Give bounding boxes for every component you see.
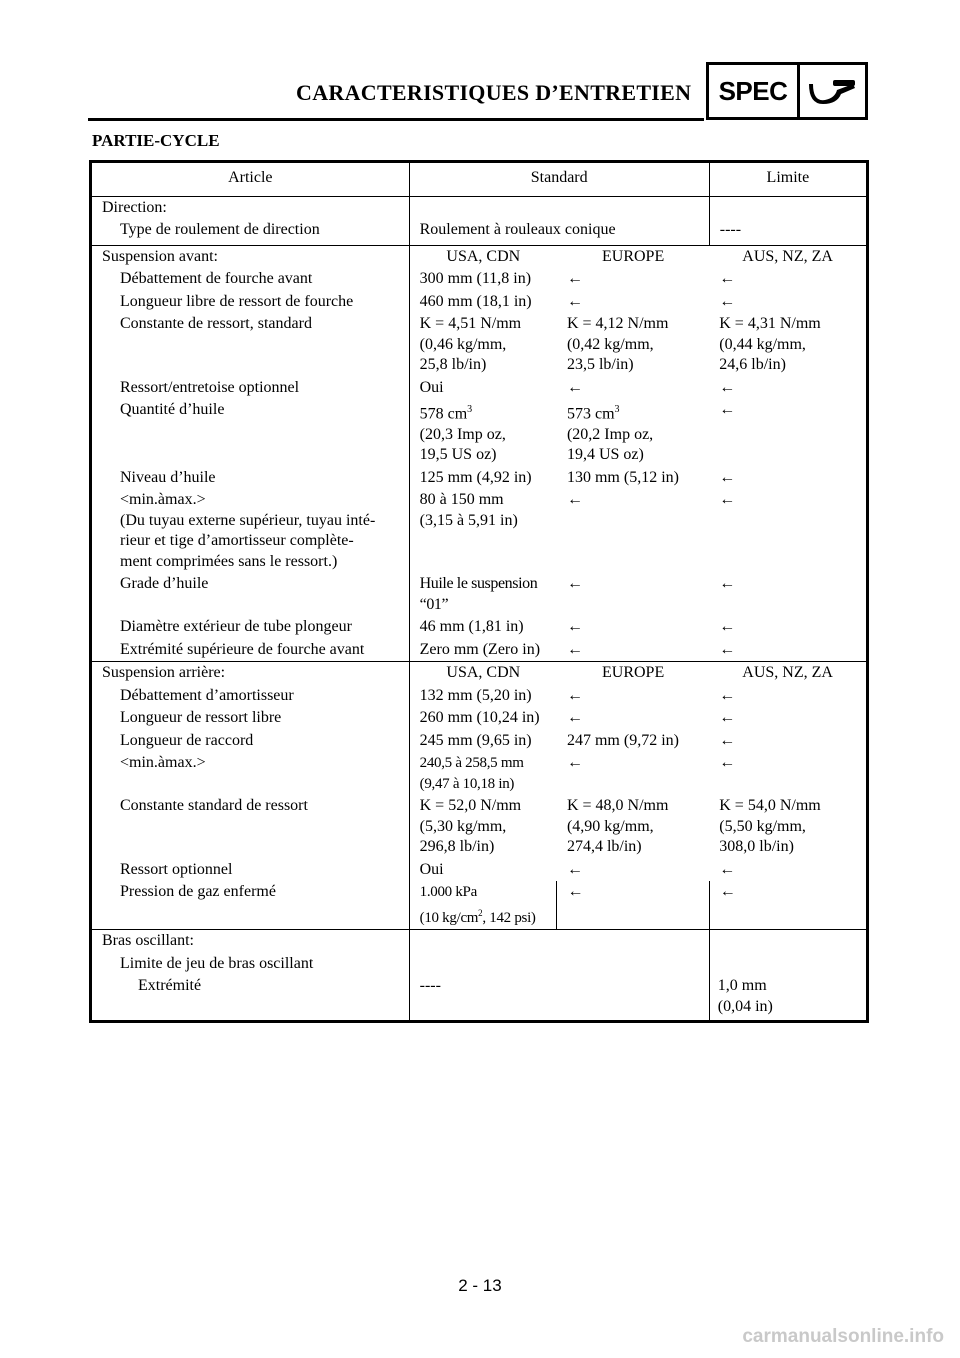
section-title: PARTIE-CYCLE	[92, 131, 220, 150]
row-value: Zero mm (Zero in)	[409, 639, 557, 662]
table-header-row	[91, 162, 868, 197]
row-value: 573 $cm^3$ (20,2 Imp oz, 19,4 US oz)	[566, 404, 654, 464]
table-row	[91, 489, 868, 573]
spec-badge	[706, 62, 868, 120]
row-value: 460 mm (18,1 in)	[409, 291, 557, 314]
row-value: ←	[719, 491, 736, 509]
row-value: ←	[566, 575, 583, 593]
spec-label: SPEC	[709, 65, 800, 117]
row-label: Pression de gaz enfermé	[91, 881, 410, 930]
row-value: ←	[719, 292, 736, 310]
row-label: Ressort/entretoise optionnel	[91, 377, 410, 400]
table-row	[91, 219, 868, 245]
row-value: 125 mm (4,92 in)	[409, 467, 557, 490]
region-europe: EUROPE	[557, 245, 709, 268]
row-label: Ressort optionnel	[91, 859, 410, 882]
row-limit: ----	[709, 219, 867, 245]
row-value: ←	[719, 640, 736, 658]
row-value: ←	[557, 881, 709, 930]
row-value: 1.000 kPa (10 $kg/cm^2$, 142 psi)	[409, 881, 557, 930]
row-value: ←	[566, 270, 583, 287]
row-value: ←	[566, 754, 583, 772]
row-label: Extrémité	[91, 975, 410, 1021]
row-value: ----	[419, 977, 441, 995]
row-value: ←	[719, 575, 736, 593]
row-value: ←	[566, 686, 583, 704]
table-row	[91, 291, 868, 314]
row-value: ←	[719, 731, 736, 749]
row-value: K = 4,12 N/mm (0,42 kg/mm, 23,5 lb/in)	[566, 315, 669, 373]
row-value: K = 52,0 N/mm (5,30 kg/mm, 296,8 lb/in)	[409, 795, 557, 859]
page-title: CARACTERISTIQUES D’ENTRETIEN	[296, 80, 692, 105]
row-value: ←	[719, 686, 736, 704]
group-label: Suspension avant:	[91, 245, 410, 268]
row-value: 46 mm (1,81 in)	[409, 616, 557, 639]
row-value: 80 à 150 mm (3,15 à 5,91 in)	[409, 489, 557, 573]
region-europe: EUROPE	[557, 662, 709, 685]
row-label: Débattement d’amortisseur	[91, 685, 410, 708]
row-value: K = 54,0 N/mm (5,50 kg/mm, 308,0 lb/in)	[719, 797, 821, 856]
watermark: carmanualsonline.info	[742, 1326, 944, 1347]
row-value: ←	[566, 491, 583, 509]
row-value: ←	[719, 754, 736, 772]
table-row	[91, 707, 868, 730]
row-value: Huile le suspension “01”	[409, 573, 557, 616]
row-value: ←	[566, 378, 583, 396]
row-label: Longueur de ressort libre	[91, 707, 410, 730]
row-value: 300 mm (11,8 in)	[409, 268, 557, 291]
table-row	[91, 377, 868, 400]
row-label: Longueur de raccord	[91, 730, 410, 753]
table-row	[91, 795, 868, 859]
region-usa: USA, CDN	[409, 662, 557, 685]
row-value: ←	[719, 468, 736, 486]
row-value: 132 mm (5,20 in)	[409, 685, 557, 708]
table-row	[91, 616, 868, 639]
row-value: ←	[566, 860, 583, 878]
header-article: Article	[91, 162, 410, 197]
row-value: 578 $cm^3$ (20,3 Imp oz, 19,5 US oz)	[409, 399, 557, 467]
row-value: ←	[719, 709, 736, 727]
row-label: <min.àmax.> (Du tuyau externe supérieur, tuyau inté- rieur et tige d’amortisseur complète- ment comprimées sans le ressort.)	[91, 489, 410, 573]
row-label: Grade d’huile	[91, 573, 410, 616]
row-label: Niveau d’huile	[91, 467, 410, 490]
row-value: Roulement à rouleaux conique	[419, 221, 616, 238]
row-label: <min.àmax.>	[91, 752, 410, 795]
table-row	[91, 399, 868, 467]
row-value: ←	[719, 401, 736, 418]
group-label: Suspension arrière:	[91, 662, 410, 685]
row-value: 240,5 à 258,5 mm (9,47 à 10,18 in)	[409, 752, 557, 795]
table-row	[91, 953, 868, 976]
row-label: Diamètre extérieur de tube plongeur	[91, 616, 410, 639]
page-number: 2 - 13	[458, 1276, 502, 1295]
table-row	[91, 752, 868, 795]
row-value: ←	[566, 292, 583, 310]
table-row	[91, 268, 868, 291]
row-label: Limite de jeu de bras oscillant	[91, 953, 410, 976]
header-standard: Standard	[409, 162, 709, 197]
group-label: Direction:	[91, 196, 410, 219]
row-value: ←	[709, 881, 867, 930]
row-limit: 1,0 mm (0,04 in)	[709, 975, 867, 1021]
header-rule	[88, 118, 704, 121]
table-row	[91, 313, 868, 377]
table-row	[91, 662, 868, 685]
row-value: K = 4,51 N/mm (0,46 kg/mm, 25,8 lb/in)	[409, 313, 557, 377]
row-value: 260 mm (10,24 in)	[409, 707, 557, 730]
table-row	[91, 975, 868, 1021]
row-value: ←	[566, 618, 583, 636]
row-value: ←	[566, 709, 583, 727]
header-limite: Limite	[709, 162, 867, 197]
table-row	[91, 881, 868, 930]
row-label: Débattement de fourche avant	[91, 268, 410, 291]
row-value: 130 mm (5,12 in)	[566, 468, 679, 486]
row-value: ←	[719, 860, 736, 878]
row-value: Oui	[409, 377, 557, 400]
row-label: Type de roulement de direction	[91, 219, 410, 245]
region-aus: AUS, NZ, ZA	[709, 662, 867, 685]
spec-table	[89, 160, 869, 1023]
table-row	[91, 467, 868, 490]
wrench-icon	[800, 65, 865, 117]
table-row	[91, 196, 868, 219]
row-label: Constante standard de ressort	[91, 795, 410, 859]
table-row	[91, 930, 868, 953]
row-value: ←	[719, 378, 736, 396]
row-value: 247 mm (9,72 in)	[566, 731, 679, 749]
row-value: ←	[719, 618, 736, 636]
table-row	[91, 245, 868, 268]
table-row	[91, 639, 868, 662]
row-value: K = 48,0 N/mm (4,90 kg/mm, 274,4 lb/in)	[566, 797, 669, 856]
row-value: 245 mm (9,65 in)	[409, 730, 557, 753]
row-value: ←	[719, 270, 736, 287]
row-label: Longueur libre de ressort de fourche	[91, 291, 410, 314]
row-value: K = 4,31 N/mm (0,44 kg/mm, 24,6 lb/in)	[719, 315, 821, 373]
region-aus: AUS, NZ, ZA	[709, 245, 867, 268]
row-label: Extrémité supérieure de fourche avant	[91, 639, 410, 662]
row-value: Oui	[409, 859, 557, 882]
row-label: Constante de ressort, standard	[91, 313, 410, 377]
row-value: ←	[566, 640, 583, 658]
table-row	[91, 859, 868, 882]
region-usa: USA, CDN	[409, 245, 557, 268]
table-row	[91, 573, 868, 616]
table-row	[91, 730, 868, 753]
group-label: Bras oscillant:	[91, 930, 410, 953]
table-row	[91, 685, 868, 708]
row-label: Quantité d’huile	[91, 399, 410, 467]
